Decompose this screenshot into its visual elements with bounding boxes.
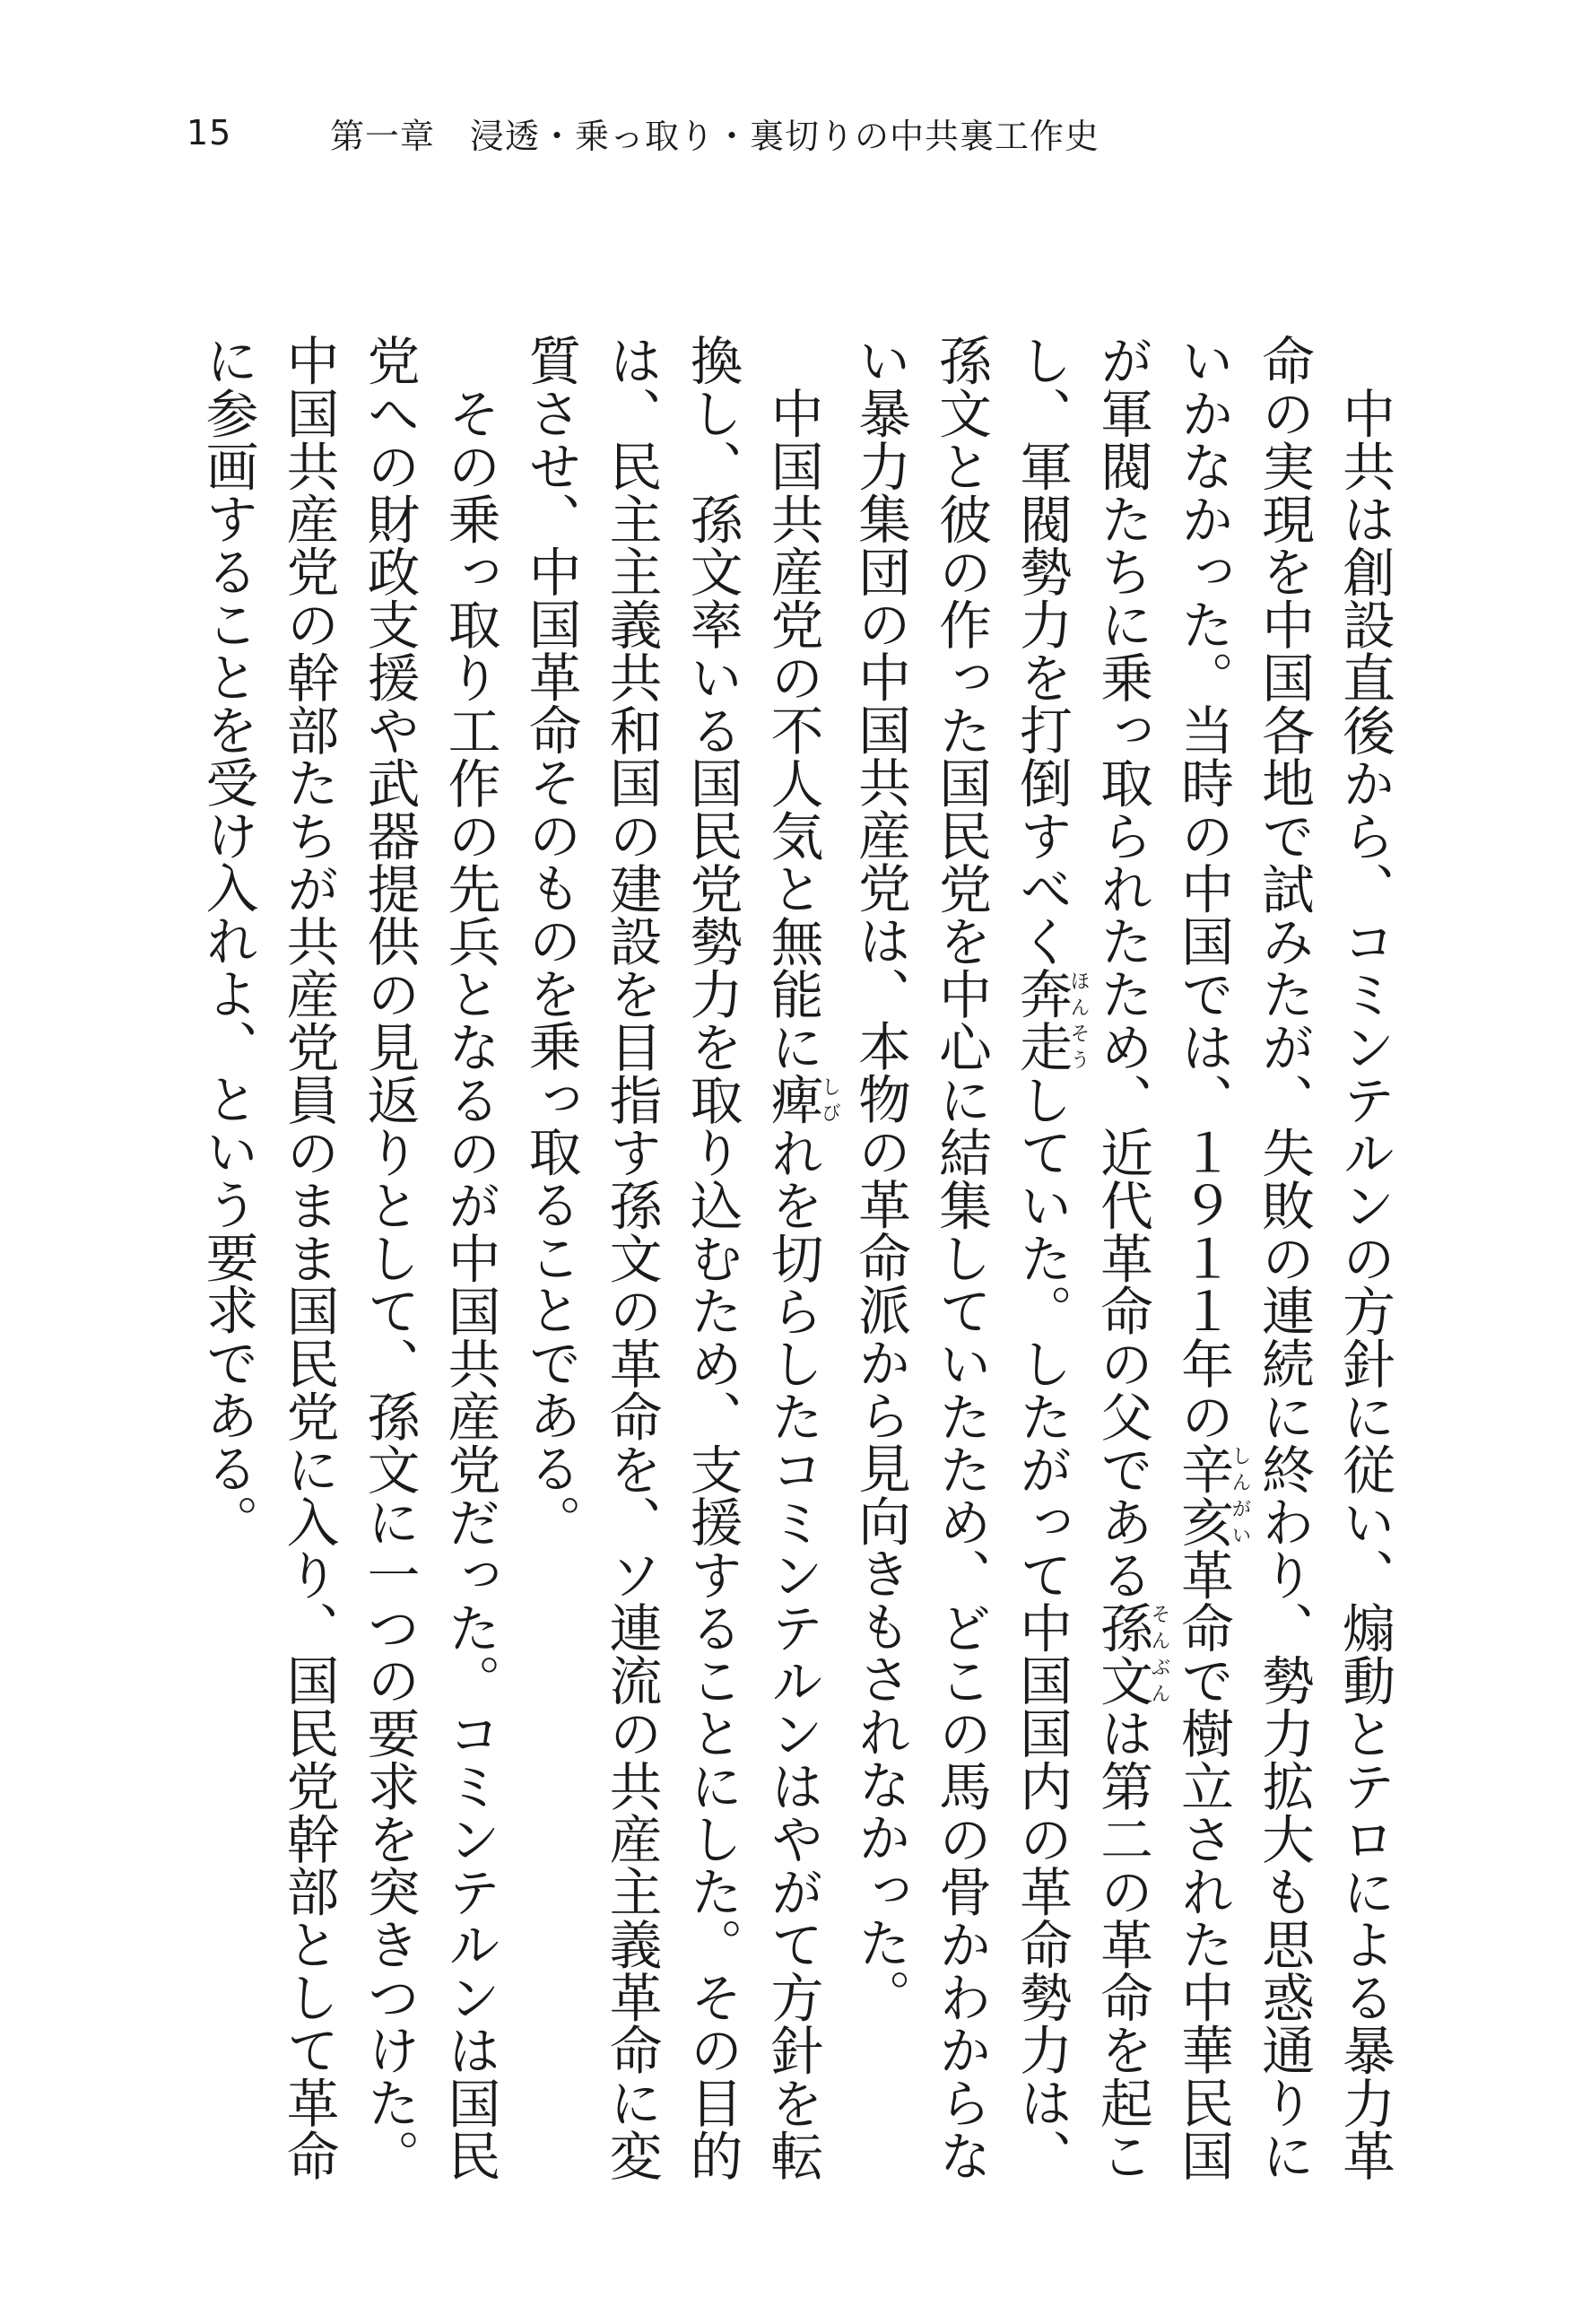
paragraph-1-text-d: していた。したがって中国国内の革命勢力は、孫文と彼の作った国民党を中心に結集していたため、どこの馬の骨かわからない暴力集団の中国共産党は、本物の革命派から見向きもされなかった。 [849,334,1073,2181]
paragraph-2 [510,334,840,2181]
body-text [187,334,1405,2181]
paragraph-3: その乗っ取り工作の先兵となるのが中国共産党だった。コミンテルンは国民党への財政支援や武器提供の見返りとして、孫文に一つの要求を突きつけた。中国共産党の幹部たちが共産党員のまま国民党に入り、国民党幹部として革命に参画することを受け入れよ、という要求である。 [196,334,501,2181]
running-head: 第一章 浸透・乗っ取り・裏切りの中共裏工作史 [330,116,1100,156]
ruby-shingai: 辛亥しんがい [1172,1442,1251,1548]
paragraph-1-text-b: 革命で樹立された中華民国が軍閥たちに乗っ取られたため、近代革命の父である [1091,334,1234,2181]
ruby-honsou: 奔走ほんそう [1011,967,1090,1074]
paragraph-1-text-a: 中共は創設直後から、コミンテルンの方針に従い、煽動とテロによる暴力革命の実現を中国各地で試みたが、失敗の連続に終わり、勢力拡大も思惑通りにいかなかった。当時の中国では、１９１１年の [1172,334,1395,2181]
paragraph-2-text-a: 中国共産党の不人気と無能に [761,386,824,1073]
ruby-sonbun: 孫文そんぶん [1091,1600,1170,1707]
paragraph-1 [839,334,1404,2181]
paragraph-1-text-c: は第二の革命を起こし、軍閥勢力を打倒すべく [1011,334,1153,2181]
ruby-shibi: 痺しび [761,1072,841,1126]
page-number: 15 [187,113,232,152]
page-header [187,106,1100,160]
paragraph-2-text-b: れを切らしたコミンテルンはやがて方針を転換し、孫文率いる国民党勢力を取り込むため、支援することにした。その目的は、民主主義共和国の建設を目指す孫文の革命を、ソ連流の共産主義革命に変質させ、中国革命そのものを乗っ取ることである。 [519,334,824,2182]
